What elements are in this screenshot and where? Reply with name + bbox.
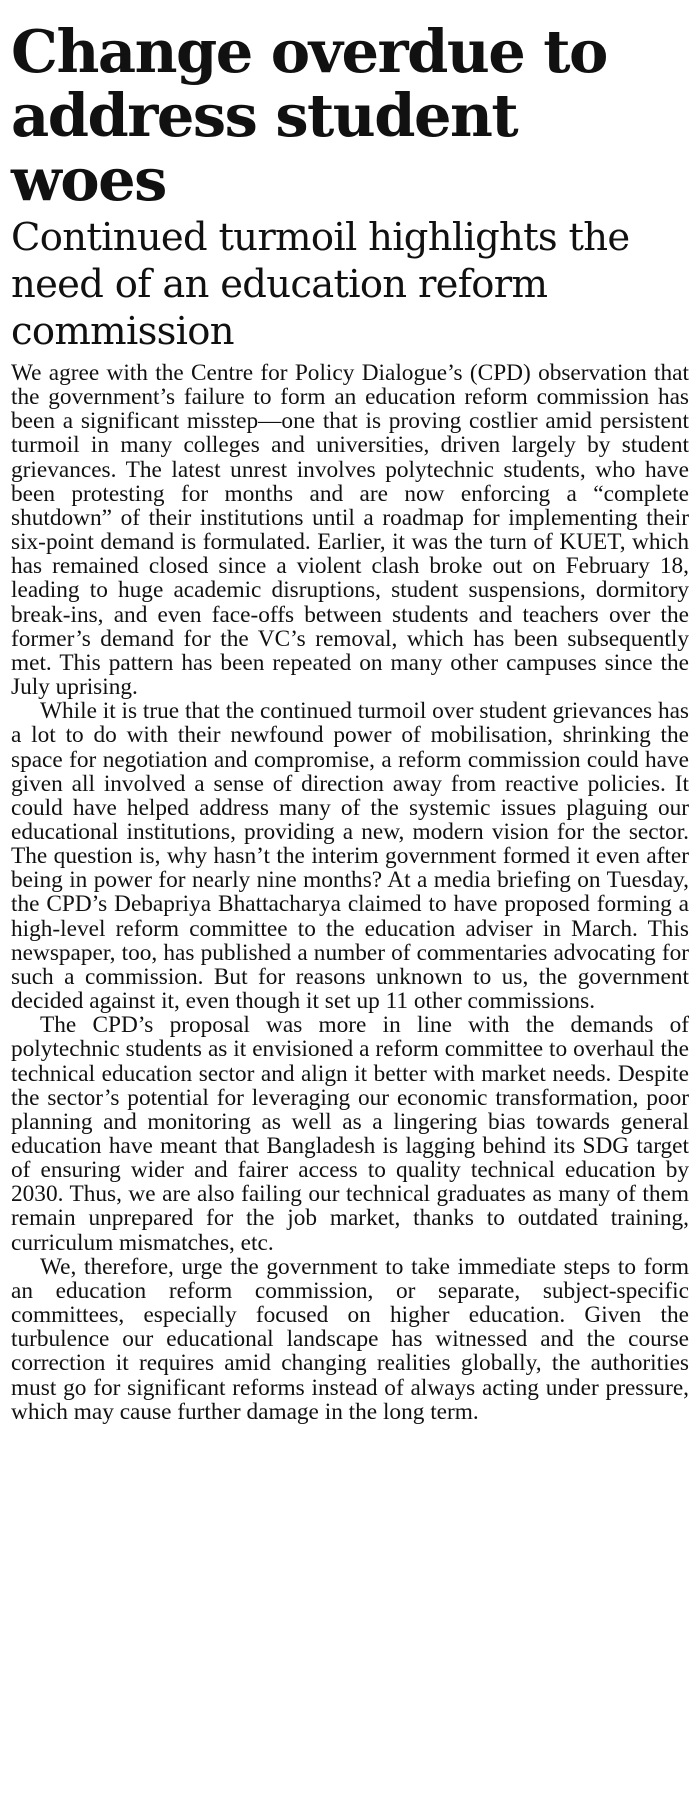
- subheadline: Continued turmoil highlights the need of an education reform commission: [11, 215, 630, 354]
- paragraph-3: The CPD’s proposal was more in line with the demands of polytechnic students as it envisioned a reform committee to overhaul the technical education sector and align it better with market needs. Despite the sector’s potential for leveraging our economic transformation, poor planning and monitoring as well as a lingering bias towards general education have meant that Bangladesh is lagging behind its SDG target of ensuring wider and fairer access to quality technical education by 2030. Thus, we are also failing our technical graduates as many of them remain unprepared for the job market, thanks to outdated training, curriculum mismatches, etc.: [11, 1012, 689, 1256]
- article-body: [11, 361, 689, 1424]
- paragraph-4: We, therefore, urge the government to take immediate steps to form an education reform commission, or separate, subject-specific committees, especially focused on higher education. Given the turbulence our educational landscape has witnessed and the course correction it requires amid changing realities globally, the authorities must go for significant reforms instead of always acting under pressure, which may cause further damage in the long term.: [11, 1253, 689, 1425]
- headline: Change overdue to address student woes: [11, 17, 607, 214]
- paragraph-1: We agree with the Centre for Policy Dialogue’s (CPD) observation that the government’s failure to form an education reform commission has been a significant misstep—one that is proving costlier amid persistent turmoil in many colleges and universities, driven largely by student grievances. The latest unrest involves polytechnic students, who have been protesting for months and are now enforcing a “complete shutdown” of their institutions until a roadmap for implementing their six-point demand is formulated. Earlier, it was the turn of KUET, which has remained closed since a violent clash broke out on February 18, leading to huge academic disruptions, student suspensions, dormitory break-ins, and even face-offs between students and teachers over the former’s demand for the VC’s removal, which has been subsequently met. This pattern has been repeated on many other campuses since the July uprising.: [11, 360, 689, 701]
- paragraph-2: While it is true that the continued turmoil over student grievances has a lot to do with their newfound power of mobilisation, shrinking the space for negotiation and compromise, a reform commission could have given all involved a sense of direction away from reactive policies. It could have helped address many of the systemic issues plaguing our educational institutions, providing a new, modern vision for the sector. The question is, why hasn’t the interim government formed it even after being in power for nearly nine months? At a media briefing on Tuesday, the CPD’s Debapriya Bhattacharya claimed to have proposed forming a high-level reform committee to the education adviser in March. This newspaper, too, has published a number of commentaries advocating for such a commission. But for reasons unknown to us, the government decided against it, even though it set up 11 other commissions.: [11, 698, 689, 1015]
